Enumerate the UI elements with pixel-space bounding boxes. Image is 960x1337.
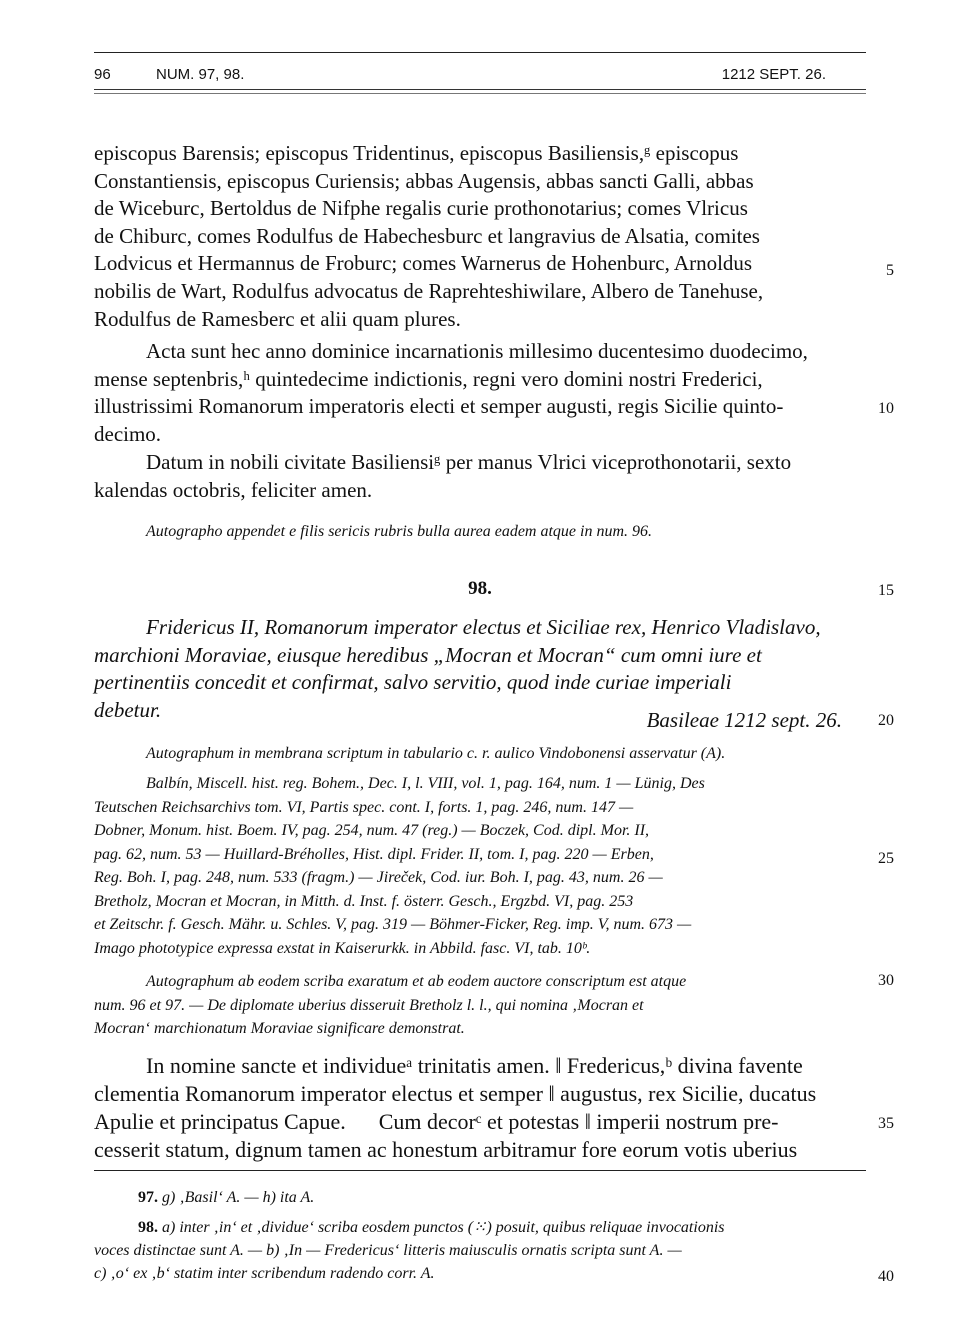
- text-line: Teutschen Reichsarchivs tom. VI, Partis spec. cont. I, forts. 1, pag. 246, num. 147 —: [94, 798, 634, 816]
- footnote-text: a) inter ‚in‘ et ‚dividue‘ scriba eosdem punctos (⁙) posuit, quibus reliquae invocationis: [162, 1219, 725, 1236]
- text-line: episcopus Barensis; episcopus Tridentinus, episcopus Basiliensis,ᵍ episcopus: [94, 141, 739, 165]
- doc97-seal-note: Autographo appendet e filis sericis rubris bulla aurea eadem atque in num. 96.: [146, 523, 653, 540]
- text-line: kalendas octobris, feliciter amen.: [94, 477, 373, 502]
- text-line: mense septenbris,ʰ quintedecime indictionis, regni vero domini nostri Frederici,: [94, 366, 763, 391]
- document-numbers: NUM. 97, 98.: [156, 66, 245, 83]
- text-line: Apulie et principatus Capue. Cum decorᶜ et potestas ‖ imperii nostrum pre-: [94, 1109, 779, 1134]
- text-line: Acta sunt hec anno dominice incarnationis millesimo ducentesimo duodecimo,: [146, 339, 808, 363]
- text-line: et Zeitschr. f. Gesch. Mähr. u. Schles. V, pag. 319 — Böhmer-Ficker, Reg. imp. V, num. 673 —: [94, 916, 692, 933]
- text-line: In nomine sancte et individueᵃ trinitatis amen. ‖ Fredericus,ᵇ divina favente: [146, 1053, 803, 1078]
- footnote-text: g) ‚Basil‘ A. — h) ita A.: [162, 1189, 315, 1206]
- text-line: num. 96 et 97. — De diplomate uberius disseruit Bretholz l. l., qui nomina ‚Mocran et: [94, 996, 644, 1014]
- line-number: 40: [878, 1268, 894, 1285]
- line-number: 25: [878, 850, 894, 867]
- text-line: Balbín, Miscell. hist. reg. Bohem., Dec. I, l. VIII, vol. 1, pag. 164, num. 1 — Lünig, Des: [146, 775, 705, 792]
- doc97-witness-list: [94, 140, 866, 333]
- footnote-line: [94, 1216, 866, 1239]
- text-line: Mocran‘ marchionatum Moraviae significare demonstrat.: [94, 1020, 465, 1037]
- text-line: nobilis de Wart, Rodulfus advocatus de Raprehteshiwilare, Albero de Tanehuse,: [94, 278, 764, 303]
- text-line: cesserit statum, dignum tamen ac honestum arbitramur fore eorum votis uberius: [94, 1137, 798, 1162]
- header-rule-double: [94, 93, 866, 94]
- footnote-label: 98.: [138, 1219, 158, 1236]
- text-line: pag. 62, num. 53 — Huillard-Bréholles, Hist. dipl. Frider. II, tom. I, pag. 220 — Erben,: [94, 845, 654, 863]
- top-rule: [94, 52, 866, 53]
- text-line: Lodvicus et Hermannus de Froburc; comes Warnerus de Hohenburc, Arnoldus: [94, 251, 753, 276]
- doc98-place-date: Basileae 1212 sept. 26.: [646, 708, 842, 732]
- text-line: Fridericus II, Romanorum imperator electus et Siciliae rex, Henrico Vladislavo,: [146, 615, 821, 639]
- line-number: 30: [878, 972, 894, 989]
- header-date: 1212 SEPT. 26.: [721, 66, 826, 83]
- text-line: decimo.: [94, 421, 162, 446]
- header-rule: [94, 89, 866, 90]
- text-line: Reg. Boh. I, pag. 248, num. 533 (fragm.) — Jireček, Cod. iur. Boh. I, pag. 43, num. 26 —: [94, 869, 663, 886]
- line-number: 15: [878, 582, 894, 599]
- doc98-literature: [94, 772, 866, 960]
- text-line: clementia Romanorum imperator electus et semper ‖ augustus, rex Sicilie, ducatus: [94, 1081, 817, 1106]
- text-line: marchioni Moraviae, eiusque heredibus „Mocran et Mocran“ cum omni iure et: [94, 642, 762, 667]
- text-line: pertinentiis concedit et confirmat, salvo servitio, quod inde curiae imperiali: [94, 670, 732, 695]
- text-line: de Chiburc, comes Rodulfus de Habechesburc et langravius de Alsatia, comites: [94, 223, 760, 248]
- footnote-line: voces distinctae sunt A. — b) ‚In — Fredericus‘ litteris maiusculis ornatis scripta sunt A. —: [94, 1242, 682, 1259]
- text-line: Rodulfus de Ramesberc et alii quam plures.: [94, 306, 461, 331]
- text-line: Autographum ab eodem scriba exaratum et ab eodem auctore conscriptum est atque: [146, 973, 687, 990]
- text-line: Bretholz, Mocran et Mocran, in Mitth. d. Inst. f. österr. Gesch., Ergzbd. VI, pag. 253: [94, 892, 634, 910]
- doc98-commentary: [94, 970, 866, 1041]
- text-line: illustrissimi Romanorum imperatoris electi et semper augusti, regis Sicilie quinto-: [94, 394, 784, 419]
- text-line: Imago phototypice expressa exstat in Kaiserurkk. in Abbild. fasc. VI, tab. 10ᵇ.: [94, 939, 591, 957]
- doc98-source: Autographum in membrana scriptum in tabulario c. r. aulico Vindobonensi asservatur (A).: [146, 745, 726, 762]
- line-number: 20: [878, 712, 894, 729]
- page-number: 96: [94, 66, 111, 83]
- doc97-acta: [94, 338, 866, 448]
- doc97-datum: [94, 449, 866, 504]
- text-line: Datum in nobili civitate Basiliensiᵍ per manus Vlrici viceprothonotarii, sexto: [146, 450, 792, 474]
- line-number: 5: [886, 262, 894, 279]
- footnote-98: [94, 1216, 866, 1285]
- footnote-line: c) ‚o‘ ex ‚b‘ statim inter scribendum radendo corr. A.: [94, 1265, 435, 1282]
- footnote-97: [94, 1186, 866, 1209]
- text-line: Constantiensis, episcopus Curiensis; abbas Augensis, abbas sancti Galli, abbas: [94, 168, 754, 193]
- line-number: 10: [878, 400, 894, 417]
- text-line: debetur.: [94, 697, 162, 722]
- footnote-label: 97.: [138, 1189, 158, 1206]
- doc98-number: 98.: [468, 578, 492, 599]
- running-header: [94, 62, 866, 86]
- footnote-separator: [94, 1170, 866, 1171]
- line-number: 35: [878, 1115, 894, 1132]
- text-line: de Wiceburc, Bertoldus de Nifphe regalis curie prothonotarius; comes Vlricus: [94, 196, 748, 221]
- text-line: Dobner, Monum. hist. Boem. IV, pag. 254, num. 47 (reg.) — Boczek, Cod. dipl. Mor. II,: [94, 822, 650, 839]
- doc98-text: [94, 1052, 866, 1164]
